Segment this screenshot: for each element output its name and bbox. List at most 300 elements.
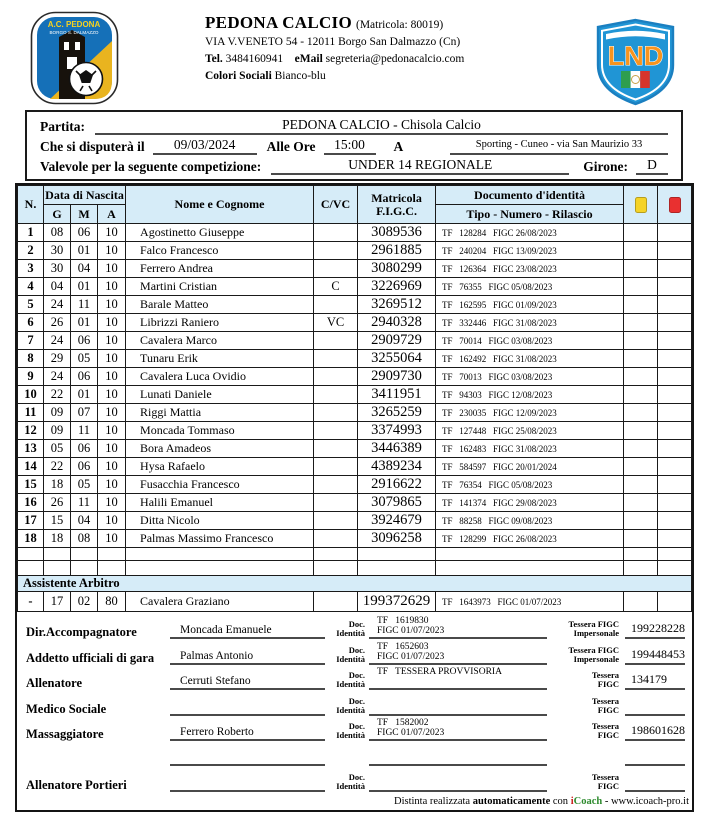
birth-day: 30 xyxy=(44,242,71,260)
player-name xyxy=(126,548,314,561)
col-header-yellow-card xyxy=(624,186,658,224)
roster-box xyxy=(15,183,694,812)
yellow-card-cell xyxy=(624,592,658,612)
captain-flag xyxy=(314,368,358,386)
player-name: Martini Cristian xyxy=(126,278,314,296)
captain-flag xyxy=(314,386,358,404)
player-row xyxy=(18,368,692,386)
tessera-label-line2: Impersonale xyxy=(573,628,619,639)
doc-identity-label-line2: Identità xyxy=(336,679,365,690)
col-header-document-sub: Tipo - Numero - Rilascio xyxy=(436,205,624,224)
captain-flag xyxy=(314,332,358,350)
time-label: Alle Ore xyxy=(266,139,316,154)
player-row xyxy=(18,440,692,458)
matricola-figc: 2909730 xyxy=(358,368,436,386)
captain-flag xyxy=(314,561,358,576)
doc-identity-label xyxy=(325,671,369,690)
red-card-icon xyxy=(669,197,681,213)
staff-role-label: Allenatore xyxy=(26,676,83,691)
document-id: TF 128284 FIGC 26/08/2023 xyxy=(436,224,624,242)
lnd-logo xyxy=(592,18,679,112)
tessera-number-field xyxy=(625,751,685,766)
birth-month xyxy=(71,561,98,576)
birth-month: 11 xyxy=(71,494,98,512)
girone-value: D xyxy=(636,157,668,175)
yellow-card-cell xyxy=(624,548,658,561)
player-row xyxy=(18,530,692,548)
col-header-year: A xyxy=(98,205,126,224)
red-card-cell xyxy=(658,332,692,350)
club-info xyxy=(205,14,464,85)
player-row xyxy=(18,278,692,296)
red-card-cell xyxy=(658,494,692,512)
birth-day: 24 xyxy=(44,332,71,350)
club-colors xyxy=(205,68,464,85)
birth-year: 10 xyxy=(98,530,126,548)
birth-year: 10 xyxy=(98,368,126,386)
captain-flag xyxy=(314,512,358,530)
player-number: 14 xyxy=(18,458,44,476)
club-name: PEDONA CALCIO xyxy=(205,13,352,32)
document-id: TF 332446 FIGC 31/08/2023 xyxy=(436,314,624,332)
doc-identity-label-line2: Identità xyxy=(336,780,365,791)
staff-row xyxy=(24,769,685,792)
tessera-number-field: 198601628 xyxy=(625,723,685,741)
col-header-matricola xyxy=(358,186,436,224)
col-header-red-card xyxy=(658,186,692,224)
assistant-referee-section-label: Assistente Arbitro xyxy=(18,576,692,592)
col-header-month: M xyxy=(71,205,98,224)
matricola-figc xyxy=(358,548,436,561)
birth-month: 08 xyxy=(71,530,98,548)
icoach-logo-i: i xyxy=(570,796,574,807)
document-id: TF 141374 FIGC 29/08/2023 xyxy=(436,494,624,512)
player-row xyxy=(18,296,692,314)
matricola-figc: 3255064 xyxy=(358,350,436,368)
tessera-label-line2: FIGC xyxy=(597,780,619,791)
tessera-label-line2: FIGC xyxy=(597,704,619,715)
red-card-cell xyxy=(658,440,692,458)
birth-month: 01 xyxy=(71,314,98,332)
matricola-figc: 199372629 xyxy=(358,592,436,612)
player-row xyxy=(18,592,692,612)
staff-role-label: Addetto ufficiali di gara xyxy=(26,650,155,665)
yellow-card-cell xyxy=(624,278,658,296)
staff-row xyxy=(24,743,685,766)
captain-flag: C xyxy=(314,278,358,296)
tessera-label-line1: Tessera xyxy=(591,720,619,731)
player-row xyxy=(18,350,692,368)
birth-month: 01 xyxy=(71,386,98,404)
birth-year: 10 xyxy=(98,278,126,296)
tessera-label xyxy=(551,671,625,690)
document-id: TF 127448 FIGC 25/08/2023 xyxy=(436,422,624,440)
birth-day: 26 xyxy=(44,314,71,332)
yellow-card-cell xyxy=(624,296,658,314)
captain-flag xyxy=(314,422,358,440)
document-id xyxy=(436,548,624,561)
tessera-label xyxy=(551,646,625,665)
club-contacts xyxy=(205,51,464,68)
doc-identity-line2: FIGC 01/07/2023 xyxy=(377,651,445,662)
colors-label: Colori Sociali xyxy=(205,70,272,82)
email-label: eMail xyxy=(294,53,323,65)
yellow-card-cell xyxy=(624,494,658,512)
birth-month: 02 xyxy=(71,592,98,612)
doc-identity-label-line2: Identità xyxy=(336,729,365,740)
player-row xyxy=(18,314,692,332)
date-label: Che si disputerà il xyxy=(40,139,145,154)
col-header-day: G xyxy=(44,205,71,224)
birth-year xyxy=(98,561,126,576)
col-header-cvc: C/VC xyxy=(314,186,358,224)
staff-name-field xyxy=(170,701,325,716)
doc-identity-line2: FIGC 01/07/2023 xyxy=(377,727,445,738)
matricola-figc: 3411951 xyxy=(358,386,436,404)
player-number: 2 xyxy=(18,242,44,260)
birth-year: 10 xyxy=(98,458,126,476)
doc-identity-line2 xyxy=(377,753,547,763)
doc-identity-label-line1: Doc. xyxy=(348,720,365,731)
birth-day: 04 xyxy=(44,278,71,296)
player-name: Bora Amadeos xyxy=(126,440,314,458)
birth-month: 11 xyxy=(71,422,98,440)
yellow-card-cell xyxy=(624,386,658,404)
player-number: 5 xyxy=(18,296,44,314)
doc-identity-label xyxy=(325,722,369,741)
matricola-figc xyxy=(358,561,436,576)
doc-identity-field xyxy=(369,718,547,741)
document-id: TF 240204 FIGC 13/09/2023 xyxy=(436,242,624,260)
captain-flag xyxy=(314,350,358,368)
staff-row xyxy=(24,667,685,690)
birth-day xyxy=(44,561,71,576)
player-row xyxy=(18,512,692,530)
player-name: Fusacchia Francesco xyxy=(126,476,314,494)
birth-month: 01 xyxy=(71,278,98,296)
staff-row xyxy=(24,642,685,665)
birth-day xyxy=(44,548,71,561)
birth-month: 05 xyxy=(71,476,98,494)
captain-flag xyxy=(314,458,358,476)
lnd-text: LND xyxy=(607,41,664,71)
match-row-datetime xyxy=(40,135,668,155)
player-name: Cavalera Marco xyxy=(126,332,314,350)
tel-label: Tel. xyxy=(205,53,223,65)
matricola-figc: 2961885 xyxy=(358,242,436,260)
birth-day: 15 xyxy=(44,512,71,530)
col-header-number: N. xyxy=(18,186,44,224)
staff-row xyxy=(24,718,685,741)
player-number: - xyxy=(18,592,44,612)
yellow-card-cell xyxy=(624,561,658,576)
col-header-name: Nome e Cognome xyxy=(126,186,314,224)
birth-month xyxy=(71,548,98,561)
doc-identity-field xyxy=(369,769,547,792)
matricola-figc: 3079865 xyxy=(358,494,436,512)
player-number: 12 xyxy=(18,422,44,440)
birth-year: 10 xyxy=(98,476,126,494)
doc-identity-line1: TF 1582002 xyxy=(377,717,429,728)
staff-role-label: Massaggiatore xyxy=(26,726,104,741)
doc-identity-line1: TF 1619830 xyxy=(377,616,429,627)
player-name: Ferrero Andrea xyxy=(126,260,314,278)
birth-month: 11 xyxy=(71,296,98,314)
matricola-header-line1: Matricola xyxy=(371,190,422,205)
red-card-cell xyxy=(658,476,692,494)
player-number: 11 xyxy=(18,404,44,422)
document-id: TF 162595 FIGC 01/09/2023 xyxy=(436,296,624,314)
colors-value: Bianco-blu xyxy=(274,70,326,82)
yellow-card-cell xyxy=(624,422,658,440)
document-id: TF 162492 FIGC 31/08/2023 xyxy=(436,350,624,368)
matricola-figc: 3226969 xyxy=(358,278,436,296)
venue-value: Sporting - Cuneo - via San Maurizio 33 xyxy=(450,138,668,155)
matricola-figc: 3265259 xyxy=(358,404,436,422)
doc-identity-label-line2: Identità xyxy=(336,628,365,639)
red-card-cell xyxy=(658,404,692,422)
yellow-card-cell xyxy=(624,260,658,278)
player-number: 17 xyxy=(18,512,44,530)
red-card-cell xyxy=(658,368,692,386)
captain-flag xyxy=(314,530,358,548)
player-row xyxy=(18,561,692,576)
tessera-label-line1: Tessera FIGC xyxy=(568,619,619,630)
document-id: TF 584597 FIGC 20/01/2024 xyxy=(436,458,624,476)
red-card-cell xyxy=(658,314,692,332)
birth-day: 17 xyxy=(44,592,71,612)
birth-day: 22 xyxy=(44,386,71,404)
player-row xyxy=(18,476,692,494)
document-id: TF 128299 FIGC 26/08/2023 xyxy=(436,530,624,548)
time-value: 15:00 xyxy=(324,137,376,155)
staff-row xyxy=(24,693,685,716)
tessera-label xyxy=(551,722,625,741)
footer-text3: - www.icoach-pro.it xyxy=(602,796,689,807)
email-value: segreteria@pedonacalcio.com xyxy=(325,53,465,65)
yellow-card-cell xyxy=(624,314,658,332)
col-header-birthdate: Data di Nascita xyxy=(44,186,126,205)
player-number: 15 xyxy=(18,476,44,494)
birth-day: 09 xyxy=(44,422,71,440)
doc-identity-field xyxy=(369,693,547,716)
footer xyxy=(17,794,692,810)
player-row xyxy=(18,224,692,242)
player-row xyxy=(18,332,692,350)
doc-identity-label xyxy=(325,765,369,766)
birth-year: 10 xyxy=(98,242,126,260)
birth-day: 18 xyxy=(44,476,71,494)
matricola-figc: 2940328 xyxy=(358,314,436,332)
yellow-card-icon xyxy=(635,197,647,213)
matricola-figc: 3080299 xyxy=(358,260,436,278)
date-value: 09/03/2024 xyxy=(153,137,257,155)
matricola-figc: 3446389 xyxy=(358,440,436,458)
player-number: 8 xyxy=(18,350,44,368)
roster-table xyxy=(17,185,692,612)
captain-flag: VC xyxy=(314,314,358,332)
player-number xyxy=(18,548,44,561)
player-number xyxy=(18,561,44,576)
footer-text: Distinta realizzata xyxy=(393,796,473,807)
yellow-card-cell xyxy=(624,476,658,494)
staff-name-field: Cerruti Stefano xyxy=(170,675,325,690)
doc-identity-label-line1: Doc. xyxy=(348,771,365,782)
tessera-label xyxy=(551,765,625,766)
tessera-label xyxy=(551,620,625,639)
player-row xyxy=(18,458,692,476)
icoach-logo-coach: Coach xyxy=(573,796,603,807)
birth-day: 29 xyxy=(44,350,71,368)
document-id: TF 94303 FIGC 12/08/2023 xyxy=(436,386,624,404)
doc-identity-line1 xyxy=(377,743,547,753)
staff-section xyxy=(17,612,692,794)
matricola-figc: 4389234 xyxy=(358,458,436,476)
player-number: 4 xyxy=(18,278,44,296)
staff-row xyxy=(24,616,685,639)
player-name: Hysa Rafaelo xyxy=(126,458,314,476)
partita-value: PEDONA CALCIO - Chisola Calcio xyxy=(95,117,668,135)
at-label: A xyxy=(393,139,404,154)
doc-identity-line2 xyxy=(377,703,547,713)
matricola-figc: 3924679 xyxy=(358,512,436,530)
tessera-label-line2: Impersonale xyxy=(573,653,619,664)
player-row xyxy=(18,404,692,422)
doc-identity-field xyxy=(369,642,547,665)
doc-identity-line2 xyxy=(377,677,547,687)
birth-day: 22 xyxy=(44,458,71,476)
captain-flag xyxy=(314,476,358,494)
col-header-document: Documento d'identità xyxy=(436,186,624,205)
birth-year: 10 xyxy=(98,296,126,314)
tessera-label-line1: Tessera xyxy=(591,695,619,706)
doc-identity-line1: TF 1652603 xyxy=(377,641,429,652)
birth-month: 07 xyxy=(71,404,98,422)
birth-month: 06 xyxy=(71,332,98,350)
yellow-card-cell xyxy=(624,458,658,476)
document-id: TF 162483 FIGC 31/08/2023 xyxy=(436,440,624,458)
yellow-card-cell xyxy=(624,440,658,458)
partita-label: Partita: xyxy=(40,119,85,134)
captain-flag xyxy=(314,592,358,612)
player-name: Riggi Mattia xyxy=(126,404,314,422)
document-id: TF 76354 FIGC 05/08/2023 xyxy=(436,476,624,494)
table-header xyxy=(18,186,692,224)
club-name-line xyxy=(205,14,464,34)
captain-flag xyxy=(314,548,358,561)
doc-identity-label-line2: Identità xyxy=(336,653,365,664)
red-card-cell xyxy=(658,278,692,296)
birth-year: 80 xyxy=(98,592,126,612)
yellow-card-cell xyxy=(624,332,658,350)
birth-year: 10 xyxy=(98,224,126,242)
staff-name-field: Palmas Antonio xyxy=(170,650,325,665)
matricola-figc: 2916622 xyxy=(358,476,436,494)
footer-text-bold: automaticamente xyxy=(472,796,551,807)
birth-day: 18 xyxy=(44,530,71,548)
document-id: TF 230035 FIGC 12/09/2023 xyxy=(436,404,624,422)
club-badge-name: A.C. PEDONA xyxy=(47,20,101,29)
captain-flag xyxy=(314,494,358,512)
captain-flag xyxy=(314,224,358,242)
tessera-number-field: 199448453 xyxy=(625,647,685,665)
match-row-partita xyxy=(40,115,668,135)
birth-month: 04 xyxy=(71,260,98,278)
birth-day: 24 xyxy=(44,368,71,386)
doc-identity-label xyxy=(325,646,369,665)
player-rows xyxy=(18,224,692,612)
tessera-number-field: 199228228 xyxy=(625,621,685,639)
document-id xyxy=(436,561,624,576)
player-name: Cavalera Luca Ovidio xyxy=(126,368,314,386)
club-matricola: (Matricola: 80019) xyxy=(356,19,444,31)
staff-name-field xyxy=(170,751,325,766)
red-card-cell xyxy=(658,548,692,561)
red-card-cell xyxy=(658,512,692,530)
document-id: TF 1643973 FIGC 01/07/2023 xyxy=(436,592,624,612)
match-row-competition xyxy=(40,155,668,175)
player-number: 1 xyxy=(18,224,44,242)
doc-identity-line1: TF TESSERA PROVVISORIA xyxy=(377,667,502,678)
player-number: 9 xyxy=(18,368,44,386)
player-number: 7 xyxy=(18,332,44,350)
tessera-label-line2: FIGC xyxy=(597,729,619,740)
player-row xyxy=(18,386,692,404)
red-card-cell xyxy=(658,561,692,576)
birth-day: 26 xyxy=(44,494,71,512)
document-id: TF 70013 FIGC 03/08/2023 xyxy=(436,368,624,386)
staff-name-field: Ferrero Roberto xyxy=(170,726,325,741)
tessera-label-line2: FIGC xyxy=(597,679,619,690)
birth-year: 10 xyxy=(98,314,126,332)
red-card-cell xyxy=(658,386,692,404)
red-card-cell xyxy=(658,422,692,440)
tessera-label-line1: Tessera xyxy=(591,771,619,782)
doc-identity-field xyxy=(369,667,547,690)
club-badge-town: BORGO S. DALMAZZO xyxy=(49,30,99,35)
matricola-figc: 3269512 xyxy=(358,296,436,314)
tessera-label xyxy=(551,773,625,792)
red-card-cell xyxy=(658,224,692,242)
red-card-cell xyxy=(658,530,692,548)
birth-month: 06 xyxy=(71,224,98,242)
document-id: TF 76355 FIGC 05/08/2023 xyxy=(436,278,624,296)
doc-identity-label-line1: Doc. xyxy=(348,670,365,681)
matricola-figc: 3374993 xyxy=(358,422,436,440)
tessera-number-field: 134179 xyxy=(625,672,685,690)
yellow-card-cell xyxy=(624,224,658,242)
yellow-card-cell xyxy=(624,530,658,548)
staff-name-field xyxy=(170,777,325,792)
red-card-cell xyxy=(658,296,692,314)
doc-identity-label xyxy=(325,697,369,716)
tessera-number-field xyxy=(625,701,685,716)
player-name: Cavalera Graziano xyxy=(126,592,314,612)
player-row xyxy=(18,494,692,512)
captain-flag xyxy=(314,260,358,278)
birth-month: 06 xyxy=(71,368,98,386)
doc-identity-field xyxy=(369,616,547,639)
doc-identity-label-line1: Doc. xyxy=(348,644,365,655)
birth-year: 10 xyxy=(98,512,126,530)
competition-value: UNDER 14 REGIONALE xyxy=(271,157,569,175)
doc-identity-line1 xyxy=(377,769,547,779)
doc-identity-line1 xyxy=(377,693,547,703)
player-number: 6 xyxy=(18,314,44,332)
birth-year: 10 xyxy=(98,494,126,512)
yellow-card-cell xyxy=(624,368,658,386)
yellow-card-cell xyxy=(624,242,658,260)
